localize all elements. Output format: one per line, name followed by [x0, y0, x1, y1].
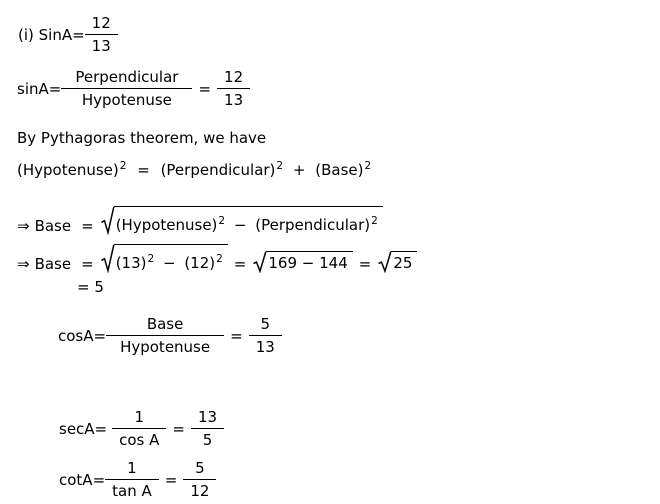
fraction — [183, 459, 216, 500]
fraction — [105, 459, 159, 500]
math-text: cosA= — [58, 326, 107, 345]
equals-sign: = — [81, 217, 94, 235]
fraction-denominator: Hypotenuse — [120, 338, 211, 356]
equals-sign: = — [233, 255, 247, 273]
fraction-denominator: tan A — [112, 482, 152, 500]
equation-line-pythagoras-theorem — [17, 161, 371, 179]
fraction-denominator: 13 — [91, 37, 111, 55]
equation-line-sec — [59, 408, 224, 449]
radical-sign-icon — [377, 251, 392, 273]
equation-line-base-result — [77, 278, 104, 296]
implies-arrow-icon: ⇒ — [17, 217, 30, 235]
fraction-numerator: 12 — [217, 68, 250, 89]
math-text: = 5 — [77, 278, 104, 296]
math-text: (Perpendicular) — [255, 216, 371, 234]
superscript-two: 2 — [276, 160, 284, 173]
equation-line-base-numeric — [17, 244, 417, 273]
equation-line-cot — [59, 459, 216, 500]
fraction-numerator: Perpendicular — [61, 68, 192, 89]
superscript-two: 2 — [218, 215, 226, 228]
superscript-two: 2 — [371, 215, 378, 228]
statement-text: By Pythagoras theorem, we have — [17, 129, 267, 147]
square-root — [377, 251, 417, 273]
fraction-numerator: 1 — [112, 408, 166, 429]
minus-sign: − — [233, 216, 247, 234]
superscript-two: 2 — [364, 160, 372, 173]
equation-line-sin-definition — [17, 68, 250, 109]
equation-line-sin-given — [18, 14, 118, 55]
fraction-numerator: Base — [106, 315, 224, 336]
math-text: sinA= — [17, 79, 62, 98]
implies-arrow-icon: ⇒ — [17, 255, 30, 273]
equation-line-base-symbolic — [17, 206, 383, 235]
radical-sign-icon — [100, 206, 115, 235]
equals-sign: = — [164, 470, 178, 489]
square-root — [252, 251, 352, 273]
equals-sign: = — [137, 161, 150, 179]
radicand — [391, 251, 417, 273]
math-text: (Hypotenuse) — [115, 216, 218, 234]
fraction — [61, 68, 192, 109]
equals-sign: = — [230, 326, 243, 345]
fraction-numerator: 12 — [85, 14, 118, 35]
fraction-denominator: cos A — [119, 431, 160, 449]
math-text: cotA= — [59, 470, 106, 489]
fraction-denominator: 5 — [202, 431, 213, 449]
text-line-pythagoras — [17, 129, 266, 147]
fraction — [85, 14, 118, 55]
fraction-numerator: 5 — [183, 459, 216, 480]
fraction — [112, 408, 166, 449]
math-text: Base — [34, 255, 72, 273]
fraction — [217, 68, 250, 109]
square-root — [100, 206, 383, 235]
fraction-numerator: 13 — [191, 408, 224, 429]
radical-sign-icon — [100, 244, 115, 273]
fraction — [106, 315, 224, 356]
fraction — [191, 408, 224, 449]
fraction — [249, 315, 282, 356]
fraction-denominator: 13 — [224, 91, 244, 109]
fraction-numerator: 5 — [249, 315, 282, 336]
math-text: 169 − 144 — [268, 254, 348, 272]
equals-sign: = — [81, 255, 94, 273]
minus-sign: − — [162, 254, 176, 272]
radicand — [114, 206, 383, 235]
math-text: Base — [34, 217, 72, 235]
radicand — [266, 251, 352, 273]
fraction-numerator: 1 — [105, 459, 159, 480]
math-text: (Perpendicular) — [160, 161, 276, 179]
math-text: (Base) — [315, 161, 364, 179]
superscript-two: 2 — [147, 253, 155, 266]
equals-sign: = — [358, 255, 372, 273]
radical-sign-icon — [252, 251, 267, 273]
superscript-two: 2 — [216, 253, 223, 266]
math-text: (13) — [115, 254, 147, 272]
math-text: 25 — [393, 254, 413, 272]
math-text: secA= — [59, 419, 108, 438]
equation-line-cos — [58, 315, 282, 356]
math-text: (12) — [184, 254, 216, 272]
math-text: (Hypotenuse) — [17, 161, 119, 179]
equals-sign: = — [198, 79, 212, 98]
fraction-denominator: Hypotenuse — [81, 91, 172, 109]
radicand — [114, 244, 228, 273]
superscript-two: 2 — [119, 160, 127, 173]
equals-sign: = — [172, 419, 185, 438]
math-text: (i) SinA= — [18, 25, 85, 44]
fraction-denominator: 13 — [255, 338, 275, 356]
plus-sign: + — [292, 161, 306, 179]
square-root — [100, 244, 228, 273]
fraction-denominator: 12 — [190, 482, 210, 500]
